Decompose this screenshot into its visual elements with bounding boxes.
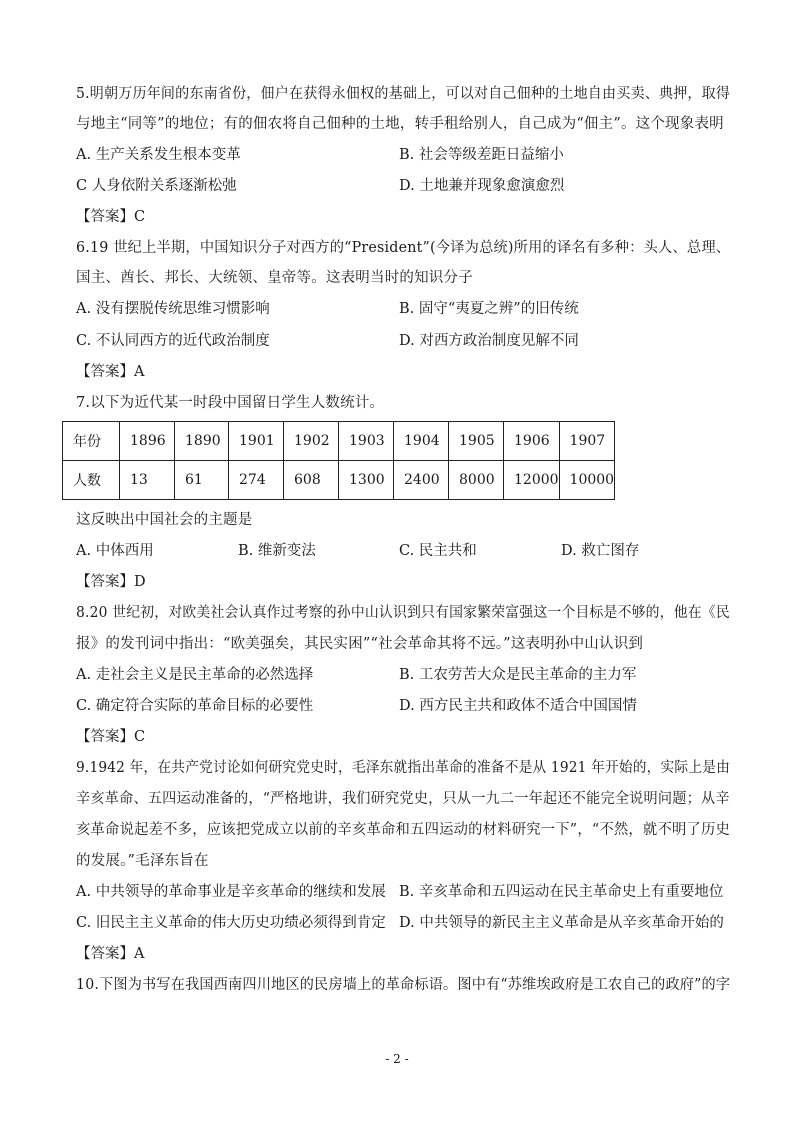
q6-option-c[interactable]: C. 不认同西方的近代政治制度: [76, 333, 270, 349]
table-cell-year: 1890: [175, 422, 229, 461]
q8-option-c[interactable]: C. 确定符合实际的革命目标的必要性: [76, 698, 314, 714]
q7-stem-line-1: 7.以下为近代某一时段中国留日学生人数统计。: [76, 395, 385, 411]
q8-option-b[interactable]: B. 工农劳苦大众是民主革命的主力军: [399, 667, 637, 683]
q9-stem-line-2: 辛亥革命、五四运动准备的，“严格地讲，我们研究党史，只从一九二一年起还不能完全说明问题；从辛: [76, 791, 730, 807]
q6-stem-line-1: 6.19 世纪上半期，中国知识分子对西方的“President”(今译为总统)所用的译名有多种：头人、总理、: [76, 240, 731, 256]
q7-stem-line-2: 这反映出中国社会的主题是: [76, 512, 253, 528]
q10-stem-line-1: 10.下图为书写在我国西南四川地区的民房墙上的革命标语。图中有“苏维埃政府是工农自己的政府”的字: [76, 977, 731, 993]
q9-option-a[interactable]: A. 中共领导的革命事业是辛亥革命的继续和发展: [76, 884, 386, 900]
q5-option-b[interactable]: B. 社会等级差距日益缩小: [399, 147, 564, 163]
table-cell-count: 608: [284, 461, 339, 500]
table-cell-count: 274: [229, 461, 284, 500]
q7-option-a[interactable]: A. 中体西用: [76, 543, 154, 559]
table-cell-count: 10000: [559, 461, 615, 500]
q5-stem-line-1: 5.明朝万历年间的东南省份，佃户在获得永佃权的基础上，可以对自己佃种的土地自由买卖、典押，取得: [76, 86, 731, 102]
table-cell-count: 8000: [449, 461, 504, 500]
table-cell-year: 1907: [559, 422, 615, 461]
q8-answer: 【答案】C: [76, 729, 146, 745]
q6-option-b[interactable]: B. 固守“夷夏之辨”的旧传统: [399, 301, 579, 317]
q6-answer: 【答案】A: [76, 364, 145, 380]
table-cell-count: 1300: [339, 461, 394, 500]
table-row-label: 人数: [63, 461, 120, 500]
q6-option-d[interactable]: D. 对西方政治制度见解不同: [399, 333, 579, 349]
q9-option-c[interactable]: C. 旧民主主义革命的伟大历史功绩必须得到肯定: [76, 915, 386, 931]
table-cell-year: 1901: [229, 422, 284, 461]
table-cell-year: 1906: [504, 422, 560, 461]
table-cell-year: 1903: [339, 422, 394, 461]
q5-option-d[interactable]: D. 土地兼并现象愈演愈烈: [399, 178, 565, 194]
q5-option-c[interactable]: C 人身依附关系逐渐松弛: [76, 178, 237, 194]
q8-option-a[interactable]: A. 走社会主义是民主革命的必然选择: [76, 667, 314, 683]
student-statistics-table: [62, 421, 615, 500]
table-cell-count: 13: [120, 461, 175, 500]
table-cell-count: 12000: [504, 461, 560, 500]
table-row-counts: [63, 461, 615, 500]
q5-option-a[interactable]: A. 生产关系发生根本变革: [76, 147, 241, 163]
q8-option-d[interactable]: D. 西方民主共和政体不适合中国国情: [399, 698, 637, 714]
q7-option-c[interactable]: C. 民主共和: [399, 543, 477, 559]
q5-answer: 【答案】C: [76, 209, 146, 225]
page-number: - 2 -: [385, 1052, 409, 1066]
table-cell-count: 61: [175, 461, 229, 500]
table-row-years: [63, 422, 615, 461]
q9-stem-line-1: 9.1942 年，在共产党讨论如何研究党史时，毛泽东就指出革命的准备不是从 1921 年开始的，实际上是由: [76, 760, 730, 776]
q9-option-b[interactable]: B. 辛亥革命和五四运动在民主革命史上有重要地位: [399, 884, 724, 900]
q5-stem-line-2: 与地主“同等”的地位；有的佃农将自己佃种的土地，转手租给别人，自己成为“佃主”。这个现象表明: [76, 116, 724, 132]
q9-stem-line-3: 亥革命说起差不多，应该把党成立以前的辛亥革命和五四运动的材料研究一下”，“不然，就不明了历史: [76, 822, 731, 838]
q7-option-b[interactable]: B. 维新变法: [238, 543, 316, 559]
q9-answer: 【答案】A: [76, 946, 145, 962]
q9-stem-line-4: 的发展。”毛泽东旨在: [76, 853, 209, 869]
q7-answer: 【答案】D: [76, 574, 146, 590]
table-cell-count: 2400: [394, 461, 449, 500]
table-cell-year: 1896: [120, 422, 175, 461]
q9-option-d[interactable]: D. 中共领导的新民主主义革命是从辛亥革命开始的: [399, 915, 724, 931]
table-row-label: 年份: [63, 422, 120, 461]
q7-option-d[interactable]: D. 救亡图存: [561, 543, 640, 559]
q8-stem-line-1: 8.20 世纪初，对欧美社会认真作过考察的孙中山认识到只有国家繁荣富强这一个目标是不够的，他在《民: [76, 605, 730, 621]
table-cell-year: 1905: [449, 422, 504, 461]
q6-option-a[interactable]: A. 没有摆脱传统思维习惯影响: [76, 301, 270, 317]
q6-stem-line-2: 国主、酋长、邦长、大统领、皇帝等。这表明当时的知识分子: [76, 270, 473, 286]
table-cell-year: 1902: [284, 422, 339, 461]
q8-stem-line-2: 报》的发刊词中指出：“欧美强矣，其民实困”“社会革命其将不远。”这表明孙中山认识到: [76, 636, 644, 652]
table-cell-year: 1904: [394, 422, 449, 461]
